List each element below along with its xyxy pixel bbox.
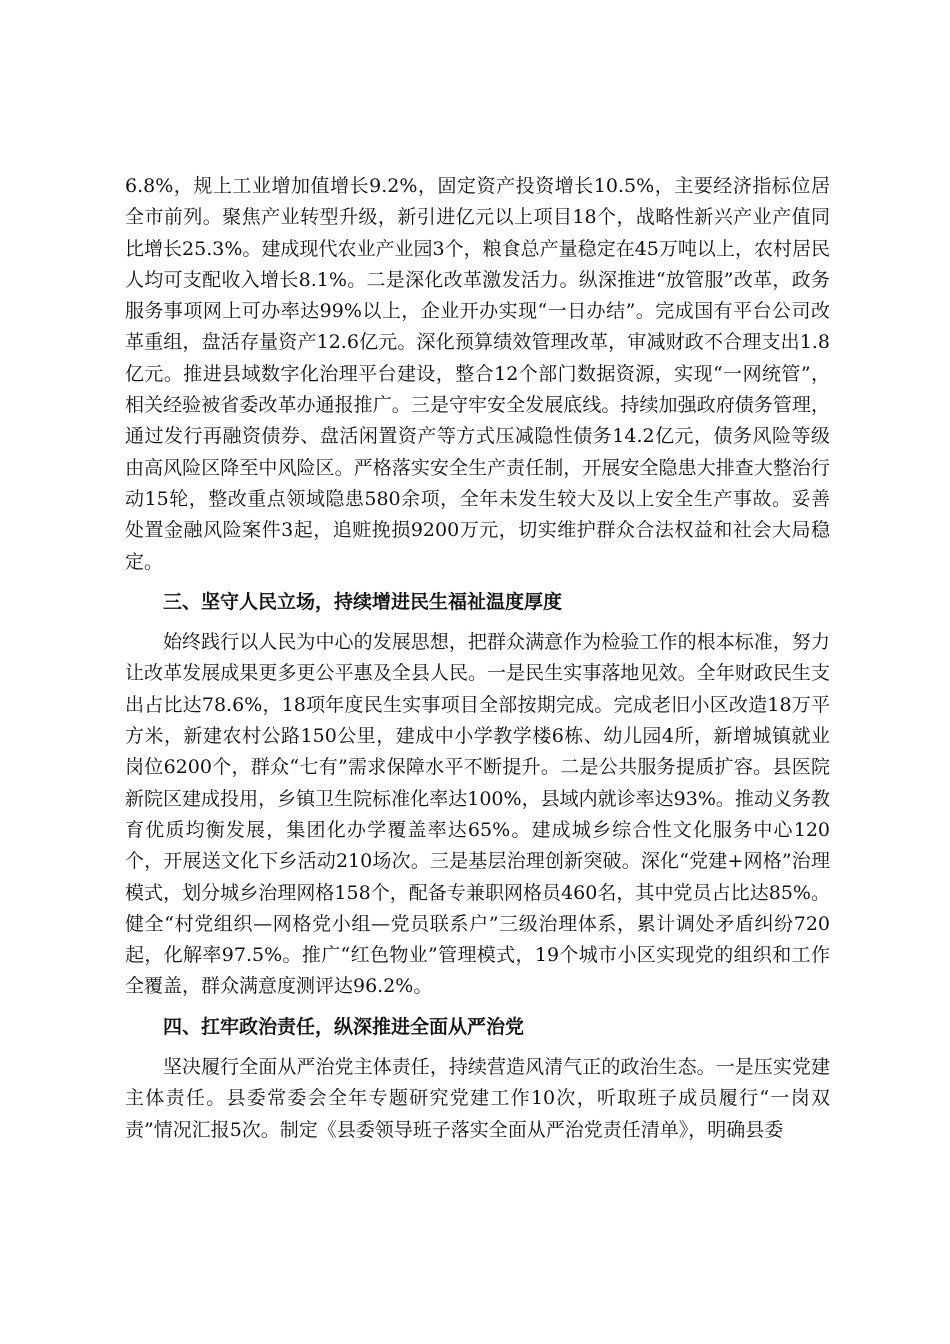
section-heading-party-discipline: 四、扛牢政治责任，纵深推进全面从严治党 bbox=[163, 1015, 525, 1038]
body-paragraph-party-discipline: 坚决履行全面从严治党主体责任，持续营造风清气正的政治生态。一是压实党建主体责任。县委常委会全年专题研究党建工作10次，听取班子成员履行“一岗双责”情况汇报5次。制定《县委领导班子落实全面从严治党责任清单》，明确县委 bbox=[125, 1056, 830, 1141]
document-body bbox=[125, 171, 830, 1146]
body-paragraph-people-livelihood: 始终践行以人民为中心的发展思想，把群众满意作为检验工作的根本标准，努力让改革发展成果更多更公平惠及全县人民。一是民生实事落地见效。全年财政民生支出占比达78.6%，18项年度民生实事项目全部按期完成。完成老旧小区改造18万平方米，新建农村公路150公里，建成中小学教学楼6栋、幼儿园4所，新增城镇就业岗位6200个，群众“七有”需求保障水平不断提升。二是公共服务提质扩容。县医院新院区建成投用，乡镇卫生院标准化率达100%，县域内就诊率达93%。推动义务教育优质均衡发展，集团化办学覆盖率达65%。建成城乡综合性文化服务中心120个，开展送文化下乡活动210场次。三是基层治理创新突破。深化“党建+网格”治理模式，划分城乡治理网格158个，配备专兼职网格员460名，其中党员占比达85%。健全“村党组织—网格党小组—党员联系户”三级治理体系，累计调处矛盾纠纷720起，化解率97.5%。推广“红色物业”管理模式，19个城市小区实现党的组织和工作全覆盖，群众满意度测评达96.2%。 bbox=[125, 631, 830, 998]
section-heading-people-livelihood: 三、坚守人民立场，持续增进民生福祉温度厚度 bbox=[163, 590, 563, 613]
body-paragraph-economy-reform-safety: 6.8%，规上工业增加值增长9.2%，固定资产投资增长10.5%，主要经济指标位居全市前列。聚焦产业转型升级，新引进亿元以上项目18个，战略性新兴产业产值同比增长25.3%。建成现代农业产业园3个，粮食总产量稳定在45万吨以上，农村居民人均可支配收入增长8.1%。二是深化改革激发活力。纵深推进“放管服”改革，政务服务事项网上可办率达99%以上，企业开办实现“一日办结”。完成国有平台公司改革重组，盘活存量资产12.6亿元。深化预算绩效管理改革，审减财政不合理支出1.8亿元。推进县域数字化治理平台建设，整合12个部门数据资源，实现“一网统管”，相关经验被省委改革办通报推广。三是守牢安全发展底线。持续加强政府债务管理，通过发行再融资债券、盘活闲置资产等方式压减隐性债务14.2亿元，债务风险等级由高风险区降至中风险区。严格落实安全生产责任制，开展安全隐患大排查大整治行动15轮，整改重点领域隐患580余项，全年未发生较大及以上安全生产事故。妥善处置金融风险案件3起，追赃挽损9200万元，切实维护群众合法权益和社会大局稳定。 bbox=[125, 175, 830, 573]
